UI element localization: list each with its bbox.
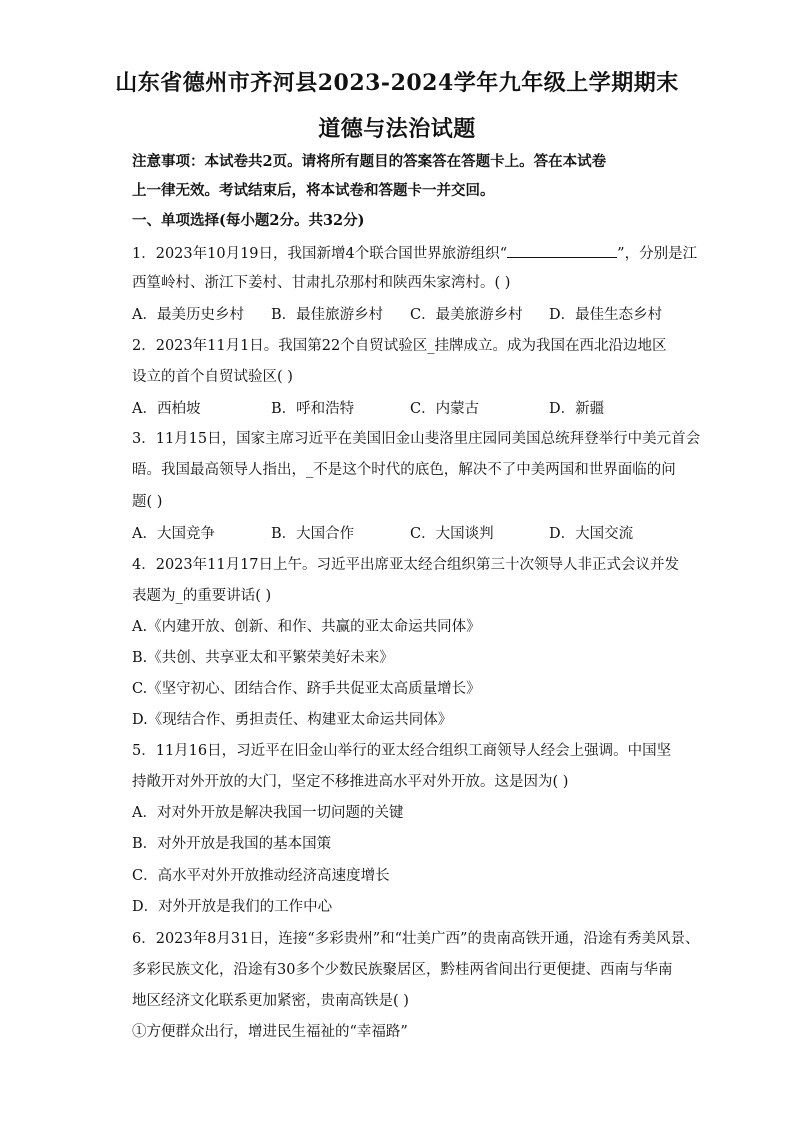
q1-option-a: A．最美历史乡村 <box>132 307 244 323</box>
exam-title-line2: 道德与法治试题 <box>318 116 476 142</box>
q5-line1: 5．11月16日，习近平在旧金山举行的亚太经合组织工商领导人经会上强调。中国坚 <box>132 743 672 759</box>
q1-option-b: B．最佳旅游乡村 <box>271 307 384 323</box>
q6-line3: 地区经济文化联系更加紧密，贵南高铁是( ) <box>132 993 409 1009</box>
answer-blank <box>507 243 617 258</box>
q1-text-a: 1．2023年10月19日，我国新增4个联合国世界旅游组织“ <box>132 246 508 262</box>
q6-line1: 6．2023年8月31日，连接“多彩贵州”和“壮美广西”的贵南高铁开通，沿途有秀美风景、 <box>132 931 700 947</box>
q1-line1 <box>132 243 698 264</box>
q4-option-c: C.《坚守初心、团结合作、跻手共促亚太高质量增长》 <box>132 681 481 697</box>
q4-option-b: B.《共创、共享亚太和平繁荣美好未来》 <box>132 650 394 666</box>
q1-option-c: C．最美旅游乡村 <box>410 307 523 323</box>
q1-text-b: ”，分别是江 <box>617 246 698 262</box>
q4-option-a: A.《内建开放、创新、和作、共赢的亚太命运共同体》 <box>132 619 481 635</box>
q6-line2: 多彩民族文化，沿途有30多个少数民族聚居区，黔桂两省间出行更便捷、西南与华南 <box>132 962 673 978</box>
notice-line2: 上一律无效。考试结束后，将本试卷和答题卡一并交回。 <box>132 182 495 199</box>
q3-line3: 题( ) <box>132 494 163 510</box>
q2-line2: 设立的首个自贸试验区( ) <box>132 369 293 385</box>
q2-option-b: B．呼和浩特 <box>271 401 355 417</box>
exam-title-line1: 山东省德州市齐河县2023-2024学年九年级上学期期末 <box>115 70 679 96</box>
q5-option-d: D．对外开放是我们的工作中心 <box>132 899 333 915</box>
q6-item1: ①方便群众出行，增进民生福祉的“幸福路” <box>132 1024 408 1040</box>
q3-option-b: B．大国合作 <box>271 526 355 542</box>
q5-option-a: A．对对外开放是解决我国一切问题的关键 <box>132 805 404 821</box>
q3-option-d: D．大国交流 <box>549 526 634 542</box>
q2-option-d: D．新疆 <box>549 401 605 417</box>
q2-option-a: A．西柏坡 <box>132 401 201 417</box>
notice-line1: 注意事项：本试卷共2页。请将所有题目的答案答在答题卡上。答在本试卷 <box>132 153 607 170</box>
section-heading: 一、单项选择(每小题2分。共32分) <box>132 212 365 229</box>
q3-option-c: C．大国谈判 <box>410 526 494 542</box>
q4-line2: 表题为_的重要讲话( ) <box>132 588 272 604</box>
q5-option-c: C．高水平对外开放推动经济高速度增长 <box>132 868 390 884</box>
q4-option-d: D.《现结合作、勇担责任、构建亚太命运共同体》 <box>132 712 453 728</box>
q3-line2: 晤。我国最高领导人指出，_不是这个时代的底色，解决不了中美两国和世界面临的问 <box>132 462 676 478</box>
q1-line2: 西篁岭村、浙江下姜村、甘肃扎尕那村和陕西朱家湾村。( ) <box>132 275 511 291</box>
q3-option-a: A．大国竞争 <box>132 526 215 542</box>
q2-line1: 2．2023年11月1日。我国第22个自贸试验区_挂牌成立。成为我国在西北沿边地区 <box>132 338 667 354</box>
q5-option-b: B．对外开放是我国的基本国策 <box>132 836 332 852</box>
q4-line1: 4．2023年11月17日上午。习近平出席亚太经合组织第三十次领导人非正式会议并发 <box>132 557 680 573</box>
q3-line1: 3．11月15日，国家主席习近平在美国旧金山斐洛里庄园同美国总统拜登举行中美元首会 <box>132 431 701 447</box>
q5-line2: 持敞开对外开放的大门，坚定不移推进高水平对外开放。这是因为( ) <box>132 774 569 790</box>
q1-option-d: D．最佳生态乡村 <box>549 307 663 323</box>
q2-option-c: C．内蒙古 <box>410 401 480 417</box>
